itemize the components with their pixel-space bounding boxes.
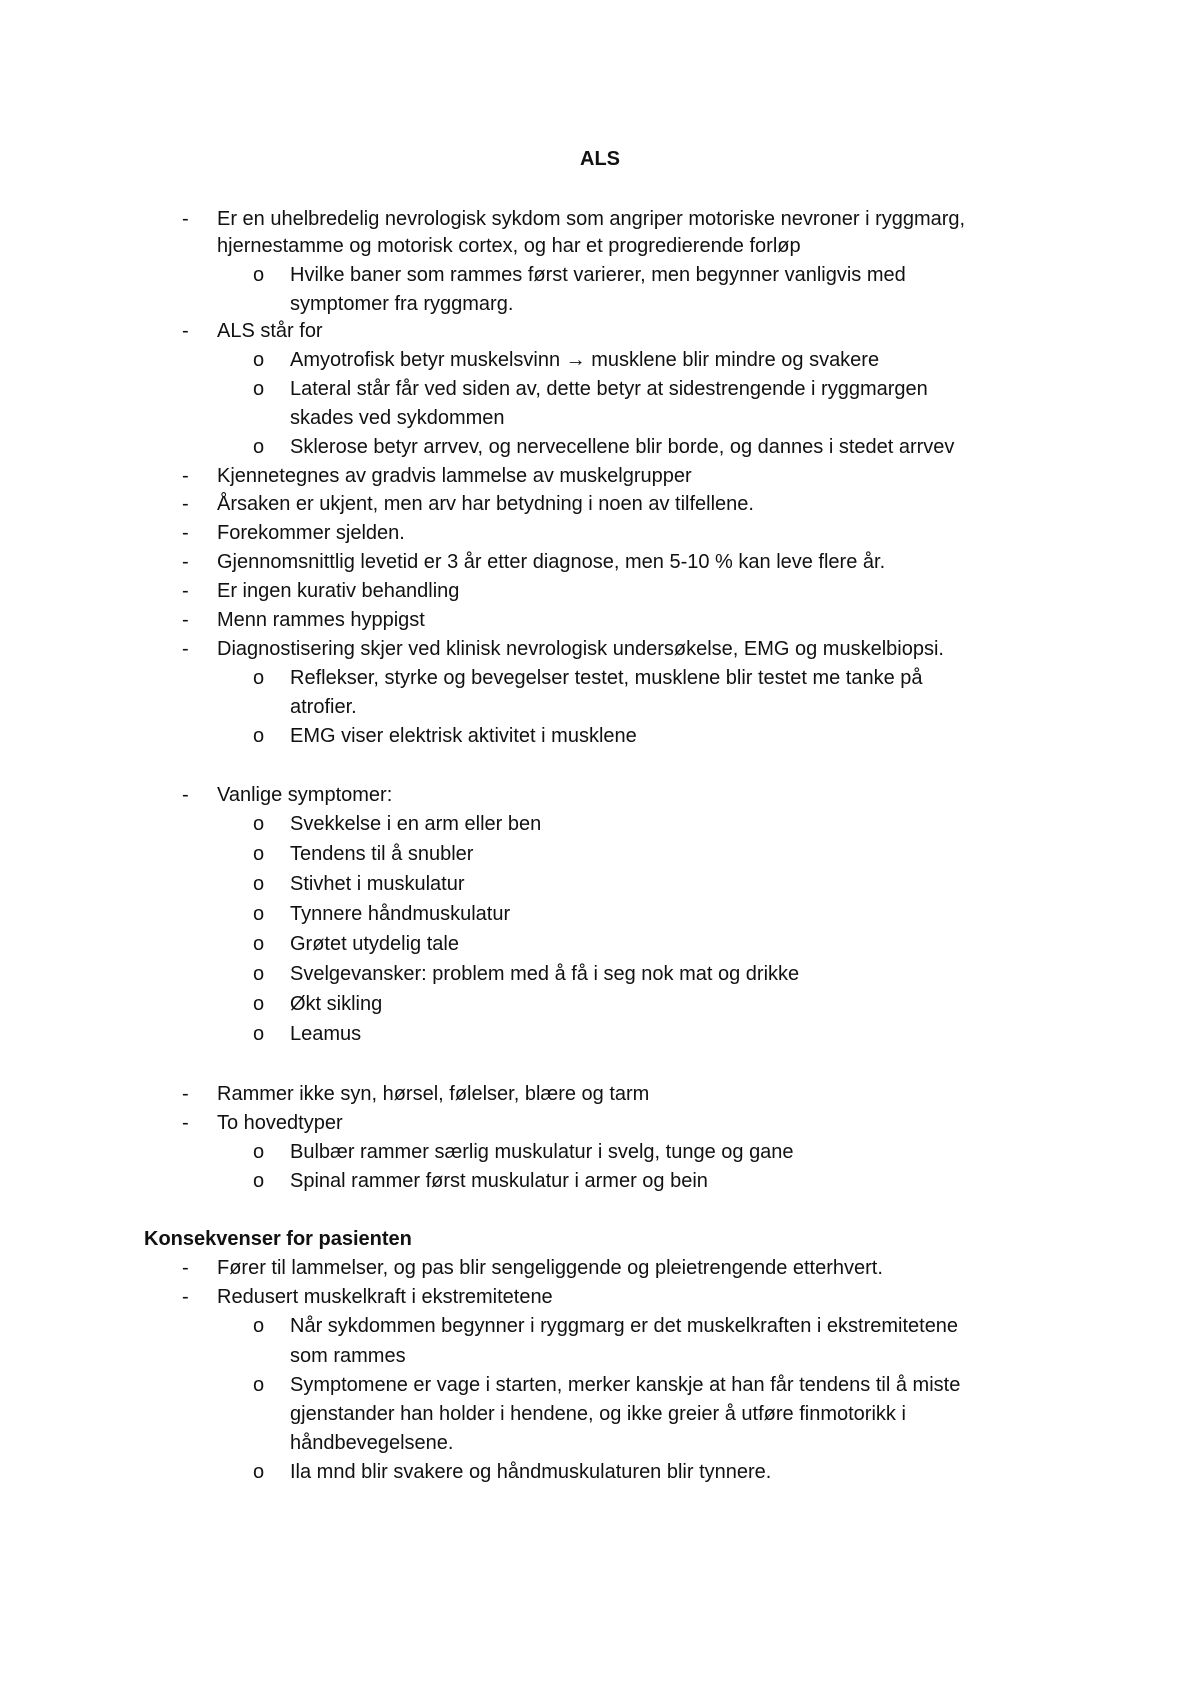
symptom-item: Leamus [290, 1023, 362, 1045]
dash-bullet: - [182, 609, 189, 631]
circle-bullet: o [253, 873, 265, 895]
circle-bullet: o [253, 378, 265, 400]
circle-bullet: o [253, 349, 265, 371]
list-item: Er en uhelbredelig nevrologisk sykdom som angriper motoriske nevroner i ryggmarg, [217, 208, 966, 230]
symptom-item: Tendens til å snubler [290, 843, 474, 865]
list-item: Fører til lammelser, og pas blir sengeliggende og pleietrengende etterhvert. [217, 1257, 883, 1279]
dash-bullet: - [182, 465, 189, 487]
symptom-item: Grøtet utydelig tale [290, 933, 459, 955]
circle-bullet: o [253, 1141, 265, 1163]
circle-bullet: o [253, 993, 265, 1015]
dash-bullet: - [182, 522, 189, 544]
sub-list-item-continuation: håndbevegelsene. [290, 1432, 454, 1454]
dash-bullet: - [182, 320, 189, 342]
sub-list-item-continuation: skades ved sykdommen [290, 407, 505, 429]
sub-list-item: EMG viser elektrisk aktivitet i musklene [290, 725, 637, 747]
sub-list-item: Ila mnd blir svakere og håndmuskulaturen blir tynnere. [290, 1461, 772, 1483]
dash-bullet: - [182, 1257, 189, 1279]
list-item: Menn rammes hyppigst [217, 609, 425, 631]
sub-list-item: Lateral står får ved siden av, dette betyr at sidestrengende i ryggmargen [290, 378, 928, 400]
sub-list-item: Spinal rammer først muskulatur i armer og bein [290, 1170, 708, 1192]
list-item: Diagnostisering skjer ved klinisk nevrologisk undersøkelse, EMG og muskelbiopsi. [217, 638, 944, 660]
circle-bullet: o [253, 1315, 265, 1337]
circle-bullet: o [253, 1461, 265, 1483]
circle-bullet: o [253, 436, 265, 458]
dash-bullet: - [182, 1112, 189, 1134]
list-item: Er ingen kurativ behandling [217, 580, 460, 602]
document-title: ALS [580, 148, 620, 170]
dash-bullet: - [182, 784, 189, 806]
circle-bullet: o [253, 813, 265, 835]
list-item: Rammer ikke syn, hørsel, følelser, blære og tarm [217, 1083, 650, 1105]
circle-bullet: o [253, 1170, 265, 1192]
symptom-item: Tynnere håndmuskulatur [290, 903, 511, 925]
sub-list-item-continuation: atrofier. [290, 696, 357, 718]
list-item-continuation: hjernestamme og motorisk cortex, og har et progredierende forløp [217, 235, 801, 257]
dash-bullet: - [182, 551, 189, 573]
dash-bullet: - [182, 638, 189, 660]
circle-bullet: o [253, 725, 265, 747]
symptom-item: Stivhet i muskulatur [290, 873, 465, 895]
circle-bullet: o [253, 1374, 265, 1396]
sub-list-item-continuation: gjenstander han holder i hendene, og ikke greier å utføre finmotorikk i [290, 1403, 906, 1425]
dash-bullet: - [182, 1286, 189, 1308]
symptom-item: Økt sikling [290, 993, 383, 1015]
sub-list-item: Når sykdommen begynner i ryggmarg er det muskelkraften i ekstremitetene [290, 1315, 959, 1337]
list-item: Vanlige symptomer: [217, 784, 393, 806]
sub-list-item-continuation: symptomer fra ryggmarg. [290, 293, 514, 315]
dash-bullet: - [182, 1083, 189, 1105]
sub-list-item: Amyotrofisk betyr muskelsvinn → musklene blir mindre og svakere [290, 349, 880, 371]
list-item: ALS står for [217, 320, 323, 342]
circle-bullet: o [253, 843, 265, 865]
sub-list-item: Bulbær rammer særlig muskulatur i svelg, tunge og gane [290, 1141, 794, 1163]
sub-list-item-continuation: som rammes [290, 1345, 406, 1367]
list-item: Redusert muskelkraft i ekstremitetene [217, 1286, 553, 1308]
sub-list-item: Sklerose betyr arrvev, og nervecellene blir borde, og dannes i stedet arrvev [290, 436, 955, 458]
symptom-item: Svekkelse i en arm eller ben [290, 813, 542, 835]
circle-bullet: o [253, 903, 265, 925]
circle-bullet: o [253, 933, 265, 955]
dash-bullet: - [182, 493, 189, 515]
dash-bullet: - [182, 580, 189, 602]
list-item: Årsaken er ukjent, men arv har betydning i noen av tilfellene. [217, 493, 754, 515]
list-item: Forekommer sjelden. [217, 522, 405, 544]
list-item: To hovedtyper [217, 1112, 343, 1134]
circle-bullet: o [253, 264, 265, 286]
circle-bullet: o [253, 1023, 265, 1045]
list-item: Gjennomsnittlig levetid er 3 år etter diagnose, men 5-10 % kan leve flere år. [217, 551, 886, 573]
section-heading: Konsekvenser for pasienten [144, 1228, 412, 1250]
symptom-item: Svelgevansker: problem med å få i seg nok mat og drikke [290, 963, 800, 985]
sub-list-item: Hvilke baner som rammes først varierer, men begynner vanligvis med [290, 264, 906, 286]
sub-list-item: Symptomene er vage i starten, merker kanskje at han får tendens til å miste [290, 1374, 961, 1396]
circle-bullet: o [253, 963, 265, 985]
circle-bullet: o [253, 667, 265, 689]
sub-list-item: Reflekser, styrke og bevegelser testet, musklene blir testet me tanke på [290, 667, 923, 689]
dash-bullet: - [182, 208, 189, 230]
list-item: Kjennetegnes av gradvis lammelse av muskelgrupper [217, 465, 692, 487]
